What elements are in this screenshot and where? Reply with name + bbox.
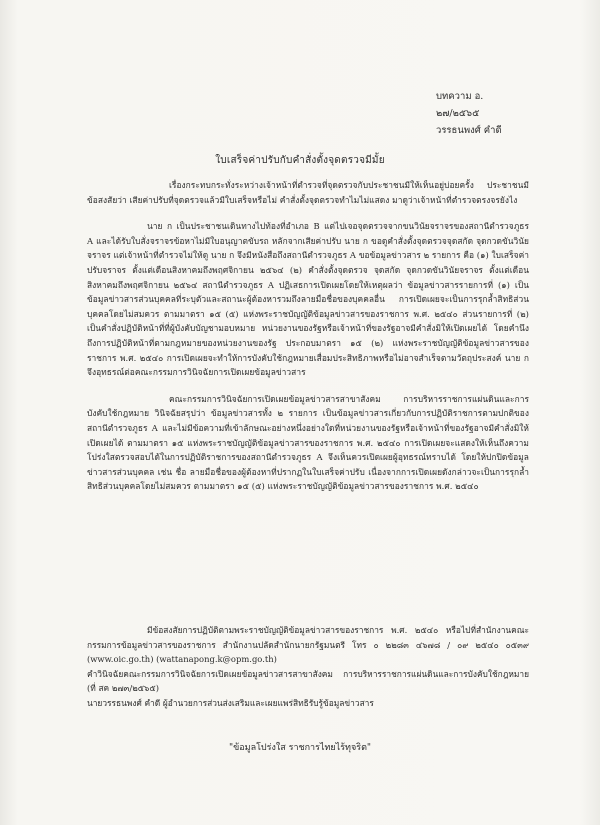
author-name: วรรธนพงศ์ คำดี [436, 125, 502, 136]
decision-reference: คำวินิจฉัยคณะกรรมการวินิจฉัยการเปิดเผยข้อมูลข่าวสารสาขาสังคม การบริหารราชการแผ่นดินและการบังคับใช้กฎหมาย (ที่ สค ๒๗๓/๒๕๖๕) [87, 668, 529, 694]
paragraph-case: นาย ก เป็นประชาชนเดินทางไปท้องที่อำเภอ B แต่ไปเจอจุดตรวจจากขนวินัยจราจรของสถานีตำรวจภูธร A และได้รับใบสั่งจราจรข้อหาไม่มีใบอนุญาตขับรถ หลักจากเสียค่าปรับ นาย ก ขอดูคำสั่งตั้งจุดตรวจจุดสกัด จุดกวดขันวินัยจราจร แต่เจ้าหน้าที่ตำรวจไม่ให้ดู นาย ก จึงมีหนังสือถึงสถานีตำรวจภูธร A ขอข้อมูลข่าวสาร ๒ รายการ คือ (๑) ใบเสร็จค่าปรับจราจร ตั้งแต่เดือนสิงหาคมถึงพฤศจิกายน ๒๕๖๔ (๒) คำสั่งตั้งจุดตรวจ จุดสกัด จุดกวดขันวินัยจราจร ตั้งแต่เดือนสิงหาคมถึงพฤศจิกายน ๒๕๖๔ สถานีตำรวจภูธร A ปฏิเสธการเปิดเผยโดยให้เหตุผลว่า ข้อมูลข่าวสารรายการที่ (๑) เป็นข้อมูลข่าวสารส่วนบุคคลที่ระบุตัวและสถานะผู้ต้องหารวมถึงลายมือชื่อของบุคคลอื่น การเปิดเผยจะเป็นการรุกล้ำสิทธิส่วนบุคคลโดยไม่สมควร ตามมาตรา ๑๕ (๕) แห่งพระราชบัญญัติข้อมูลข่าวสารของราชการ พ.ศ. ๒๕๔๐ ส่วนรายการที่ (๒) เป็นคำสั่งปฏิบัติหน้าที่ที่ผู้บังคับบัญชามอบหมาย หน่วยงานของรัฐหรือเจ้าหน้าที่ของรัฐอาจมีคำสั่งมิให้เปิดเผยได้ โดยคำนึงถึงการปฏิบัติหน้าที่ตามกฎหมายของหน่วยงานของรัฐ ประกอบมาตรา ๑๕ (๒) แห่งพระราชบัญญัติข้อมูลข่าวสารของราชการ พ.ศ. ๒๕๔๐ การเปิดเผยจะทำให้การบังคับใช้กฎหมายเสื่อมประสิทธิภาพหรือไม่อาจสำเร็จตามวัตถุประสงค์ นาย ก จึงอุทธรณ์ต่อคณะกรรมการวินิจฉัยการเปิดเผยข้อมูลข่าวสาร [87, 221, 529, 378]
slogan: "ข้อมูลโปร่งใส ราชการไทยไร้ทุจริต" [228, 743, 372, 753]
paragraph-intro: เรื่องกระทบกระทั่งระหว่างเจ้าหน้าที่ตำรวจที่จุดตรวจกับประชาชนมีให้เห็นอยู่บ่อยครั้ง ประชาชนมีข้อสงสัยว่า เสียค่าปรับที่จุดตรวจแล้วมีใบเสร็จหรือไม่ คำสั่งตั้งจุดตรวจทำไมไม่แสดง มาดูว่าเจ้าหน้าที่ตำรวจตรงจรยังไง [87, 180, 529, 205]
article-number: บทความ อ. ๒๗/๒๕๖๕ [436, 91, 484, 119]
document-header [436, 88, 526, 139]
contact-info: มีข้อสงสัยการปฏิบัติตามพระราชบัญญัติข้อมูลข่าวสารของราชการ พ.ศ. ๒๕๔๐ หรือไปที่สำนักงานคณะกรรมการข้อมูลข่าวสารของราชการ สำนักงานปลัดสำนักนายกรัฐมนตรี โทร ๐ ๒๒๘๓ ๔๖๗๘ / ๐๙ ๒๕๔๐ ๐๕๓๙ (www.oic.go.th) (wattanapong.k@opm.go.th) [87, 625, 529, 665]
document-body [87, 178, 529, 506]
document-title: ใบเสร็จค่าปรับกับคำสั่งตั้งจุดตรวจมีมั้ย [215, 155, 385, 166]
contact-section [87, 623, 529, 711]
paragraph-decision: คณะกรรมการวินิจฉัยการเปิดเผยข้อมูลข่าวสารสาขาสังคม การบริหารราชการแผ่นดินและการบังคับใช้กฎหมาย วินิจฉัยสรุปว่า ข้อมูลข่าวสารทั้ง ๒ รายการ เป็นข้อมูลข่าวสารเกี่ยวกับการปฏิบัติราชการตามปกติของสถานีตำรวจภูธร A และไม่มีข้อความที่เข้าลักษณะอย่างหนึ่งอย่างใดที่หน่วยงานของรัฐหรือเจ้าหน้าที่ของรัฐอาจมีคำสั่งมิให้เปิดเผยได้ ตามมาตรา ๑๕ แห่งพระราชบัญญัติข้อมูลข่าวสารของราชการ พ.ศ. ๒๕๔๐ การเปิดเผยจะแสดงให้เห็นถึงความโปร่งใสตรวจสอบได้ในการปฏิบัติราชการของสถานีตำรวจภูธร A จึงเห็นควรเปิดเผยผู้อุทธรณ์ทราบได้ โดยให้ปกปิดข้อมูลข่าวสารส่วนบุคคล เช่น ชื่อ ลายมือชื่อของผู้ต้องหาที่ปรากฏในใบเสร็จค่าปรับ เนื่องจากการเปิดเผยดังกล่าวจะเป็นการรุกล้ำสิทธิส่วนบุคคลโดยไม่สมควร ตามมาตรา ๑๕ (๕) แห่งพระราชบัญญัติข้อมูลข่าวสารของราชการ พ.ศ. ๒๕๔๐ [87, 393, 529, 492]
author-line: นายวรรธนพงศ์ คำดี ผู้อำนวยการส่วนส่งเสริมและเผยแพร่สิทธิรับรู้ข้อมูลข่าวสาร [87, 697, 374, 708]
